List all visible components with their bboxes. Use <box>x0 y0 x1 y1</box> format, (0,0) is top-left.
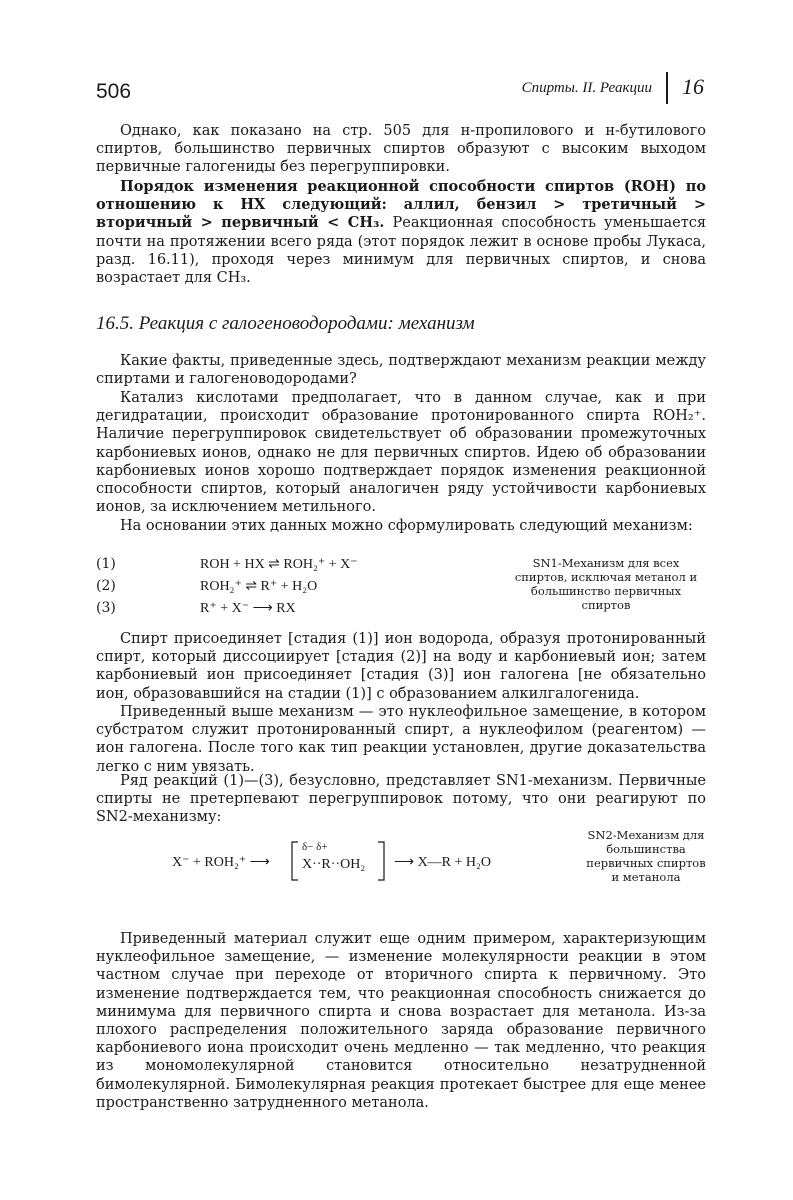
paragraph-7-block <box>96 703 706 776</box>
paragraph-9: Приведенный материал служит еще одним примером, характеризующим нуклеофильное замещение, — изменение молекулярности реакции в этом частном случае при переходе от вторичного спирта к первичному. Это изменение подтверждается тем, что реакционная способность снижается до минимума для первичного спирта и снова возрастает для метанола. Из-за плохого распределения положительного заряда образование первичного карбониевого иона происходит очень медленно — так медленно, что реакция из мономолекулярной становится относительно незатрудненной бимолекулярной. Бимолекулярная реакция протекает быстрее для еще менее пространственно затрудненного метанола. <box>96 931 706 1111</box>
reaction-number: (3) <box>96 600 116 616</box>
paragraph-4-block <box>96 389 706 516</box>
sn1-mechanism <box>96 556 708 622</box>
sn1-mechanism-note: SN1-Механизм для всех спиртов, исключая метанол и большинство первичных спиртов <box>514 556 698 612</box>
reaction-equation: R⁺ + X⁻ ⟶ RX <box>200 601 296 616</box>
sn2-reactants: X⁻ + ROH₂⁺ ⟶ <box>172 855 270 870</box>
paragraph-3-block <box>96 352 706 388</box>
paragraph-2-block <box>96 178 706 287</box>
section-heading: 16.5. Реакция с галогеноводородами: механизм <box>96 313 475 334</box>
reaction-equation: ROH₂⁺ ⇌ R⁺ + H₂O <box>200 579 318 594</box>
sn2-transition-charges: δ− δ+ <box>302 841 328 853</box>
sn2-mechanism <box>96 828 708 908</box>
sn2-equation <box>172 836 552 892</box>
paragraph-3: Какие факты, приведенные здесь, подтверждают механизм реакции между спиртами и галогеноводородами? <box>96 353 706 388</box>
running-head: Спирты. II. Реакции <box>521 80 652 96</box>
paragraph-5-block <box>96 517 706 535</box>
paragraph-1: Однако, как показано на стр. 505 для н-пропилового и н-бутилового спиртов, большинство первичных спиртов образуют с высоким выходом первичные галогениды без перегруппировки. <box>96 123 706 176</box>
sn2-transition-state: X··R··OH₂ <box>302 857 366 872</box>
chapter-number: 16 <box>682 74 704 99</box>
paragraph-1-block <box>96 122 706 177</box>
page-header <box>96 72 708 108</box>
reaction-number: (2) <box>96 578 116 594</box>
paragraph-7: Приведенный выше механизм — это нуклеофильное замещение, в котором субстратом служит протонированный спирт, а нуклеофилом (реагентом) — ион галогена. После того как тип реакции установлен, другие доказательства легко с ним увязать. <box>96 704 706 775</box>
paragraph-8-block <box>96 772 706 827</box>
paragraph-2 <box>96 178 706 287</box>
paragraph-6-block <box>96 630 706 703</box>
paragraph-8: Ряд реакций (1)—(3), безусловно, представляет SN1-механизм. Первичные спирты не претерпевают перегруппировок потому, что они реагируют по SN2-механизму: <box>96 773 706 826</box>
reaction-number: (1) <box>96 556 116 572</box>
paragraph-9-block <box>96 930 706 1112</box>
paragraph-5: На основании этих данных можно сформулировать следующий механизм: <box>120 518 693 534</box>
sn2-products: ⟶ X—R + H₂O <box>394 855 492 870</box>
right-bracket <box>378 842 384 880</box>
reaction-equation: ROH + HX ⇌ ROH₂⁺ + X⁻ <box>200 557 358 572</box>
header-rule <box>666 72 668 104</box>
sn2-mechanism-note: SN2-Механизм для большинства первичных спиртов и метанола <box>586 828 706 884</box>
paragraph-6: Спирт присоединяет [стадия (1)] ион водорода, образуя протонированный спирт, который диссоциирует [стадия (2)] на воду и карбониевый ион; затем карбониевый ион присоединяет [стадия (3)] ион галогена [не обязательно ион, образовавшийся на стадии (1)] с образованием алкилгалогенида. <box>96 631 706 702</box>
page-number: 506 <box>96 80 132 103</box>
reactivity-order-statement: Порядок изменения реакционной способности спиртов (ROH) по отношению к HX следующий: аллил, бензил > третичный > вторичный > первичный < CH₃. <box>96 178 706 232</box>
paragraph-4: Катализ кислотами предполагает, что в данном случае, как и при дегидратации, происходит образование протонированного спирта ROH₂⁺. Наличие перегруппировок свидетельствует об образовании промежуточных карбониевых ионов, однако не для первичных спиртов. Идею об образовании карбониевых ионов хорошо подтверждает порядок изменения реакционной способности спиртов, который аналогичен ряду устойчивости карбониевых ионов, за исключением метильного. <box>96 390 706 516</box>
reactivity-order-explanation: Реакционная способность уменьшается почти на протяжении всего ряда (этот порядок лежит в основе пробы Лукаса, разд. 16.11), проходя через минимум для первичных спиртов, и снова возрастает для CH₃. <box>96 215 707 287</box>
left-bracket <box>292 842 298 880</box>
